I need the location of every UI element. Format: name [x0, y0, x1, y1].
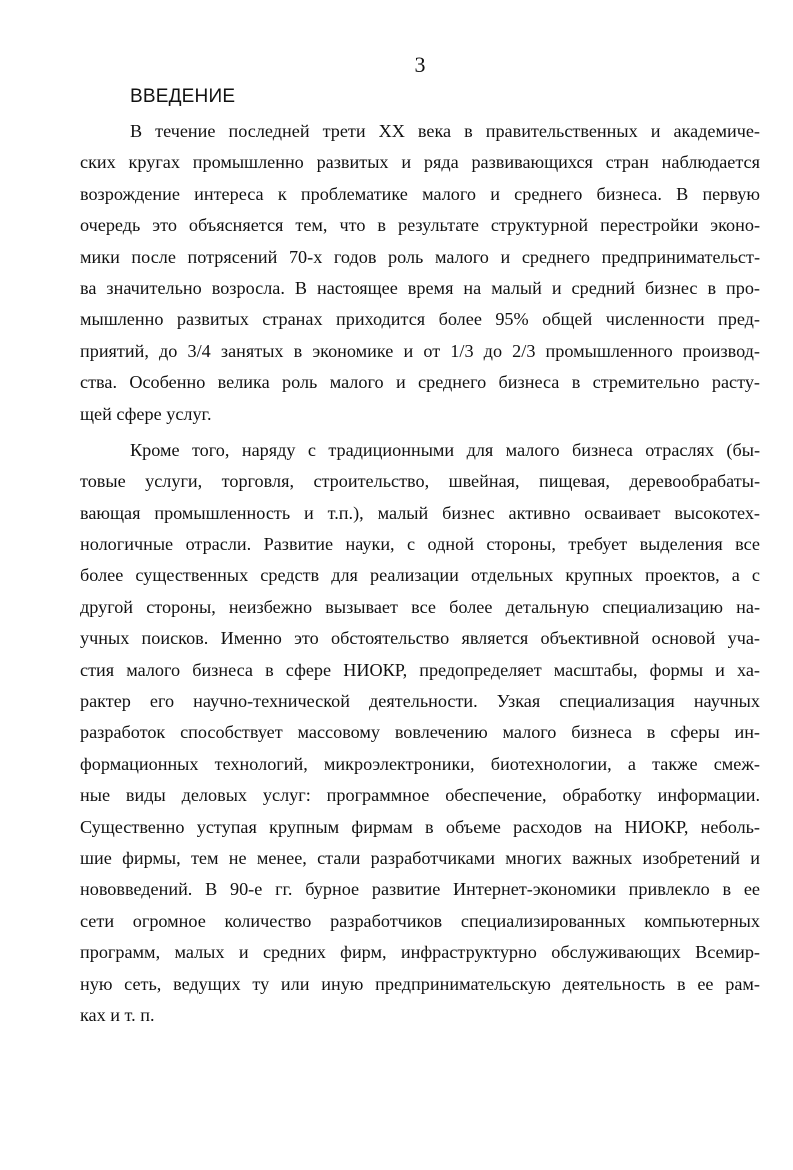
text-line: ную сеть, ведущих ту или иную предпринимательскую деятельность в ее рам- [80, 973, 760, 994]
body-text [80, 116, 760, 1031]
paragraph-1 [80, 116, 760, 430]
text-line: другой стороны, неизбежно вызывает все более детальную специализацию на- [80, 596, 760, 617]
text-line: Существенно уступая крупным фирмам в объеме расходов на НИОКР, неболь- [80, 816, 760, 837]
text-line: вающая промышленность и т.п.), малый бизнес активно осваивает высокотех- [80, 502, 760, 523]
page-number: 3 [414, 52, 426, 77]
text-line: рактер его научно-технической деятельности. Узкая специализация научных [80, 691, 760, 712]
text-line: ках и т. п. [80, 1004, 155, 1025]
text-line: стия малого бизнеса в сфере НИОКР, предопределяет масштабы, формы и ха- [80, 659, 760, 680]
text-line: очередь это объясняется тем, что в результате структурной перестройки эконо- [80, 215, 760, 236]
text-line: более существенных средств для реализации отдельных крупных проектов, а с [80, 565, 760, 586]
text-line: ских кругах промышленно развитых и ряда развивающихся стран наблюдается [80, 152, 760, 173]
text-line: возрождение интереса к проблематике малого и среднего бизнеса. В первую [80, 183, 760, 204]
text-line: приятий, до 3/4 занятых в экономике и от 1/3 до 2/3 промышленного производ- [80, 340, 760, 361]
section-heading: ВВЕДЕНИЕ [130, 86, 236, 107]
text-line: мышленно развитых странах приходится более 95% общей численности пред- [80, 309, 760, 330]
text-line: программ, малых и средних фирм, инфраструктурно обслуживающих Всемир- [80, 942, 760, 963]
text-line: шие фирмы, тем не менее, стали разработчиками многих важных изобретений и [80, 847, 760, 868]
text-line: ные виды деловых услуг: программное обеспечение, обработку информации. [80, 785, 760, 806]
text-line: Кроме того, наряду с традиционными для малого бизнеса отраслях (бы- [130, 439, 760, 460]
paragraph-2 [80, 435, 760, 1031]
text-line: учных поисков. Именно это обстоятельство является объективной основой уча- [80, 628, 760, 649]
text-line: товые услуги, торговля, строительство, швейная, пищевая, деревообрабаты- [80, 471, 760, 492]
text-line: формационных технологий, микроэлектроники, биотехнологии, а также смеж- [80, 753, 760, 774]
text-line: мики после потрясений 70-х годов роль малого и среднего предпринимательст- [80, 246, 760, 267]
text-line: В течение последней трети XX века в правительственных и академиче- [130, 121, 760, 141]
text-line: ства. Особенно велика роль малого и среднего бизнеса в стремительно расту- [80, 372, 760, 393]
text-line: сети огромное количество разработчиков специализированных компьютерных [80, 910, 760, 931]
text-line: щей сфере услуг. [80, 403, 212, 424]
text-line: разработок способствует массовому вовлечению малого бизнеса в сферы ин- [80, 722, 760, 743]
text-line: ва значительно возросла. В настоящее время на малый и средний бизнес в про- [80, 277, 760, 298]
text-line: нововведений. В 90-е гг. бурное развитие Интернет-экономики привлекло в ее [80, 879, 760, 900]
text-line: нологичные отрасли. Развитие науки, с одной стороны, требует выделения все [80, 534, 760, 555]
